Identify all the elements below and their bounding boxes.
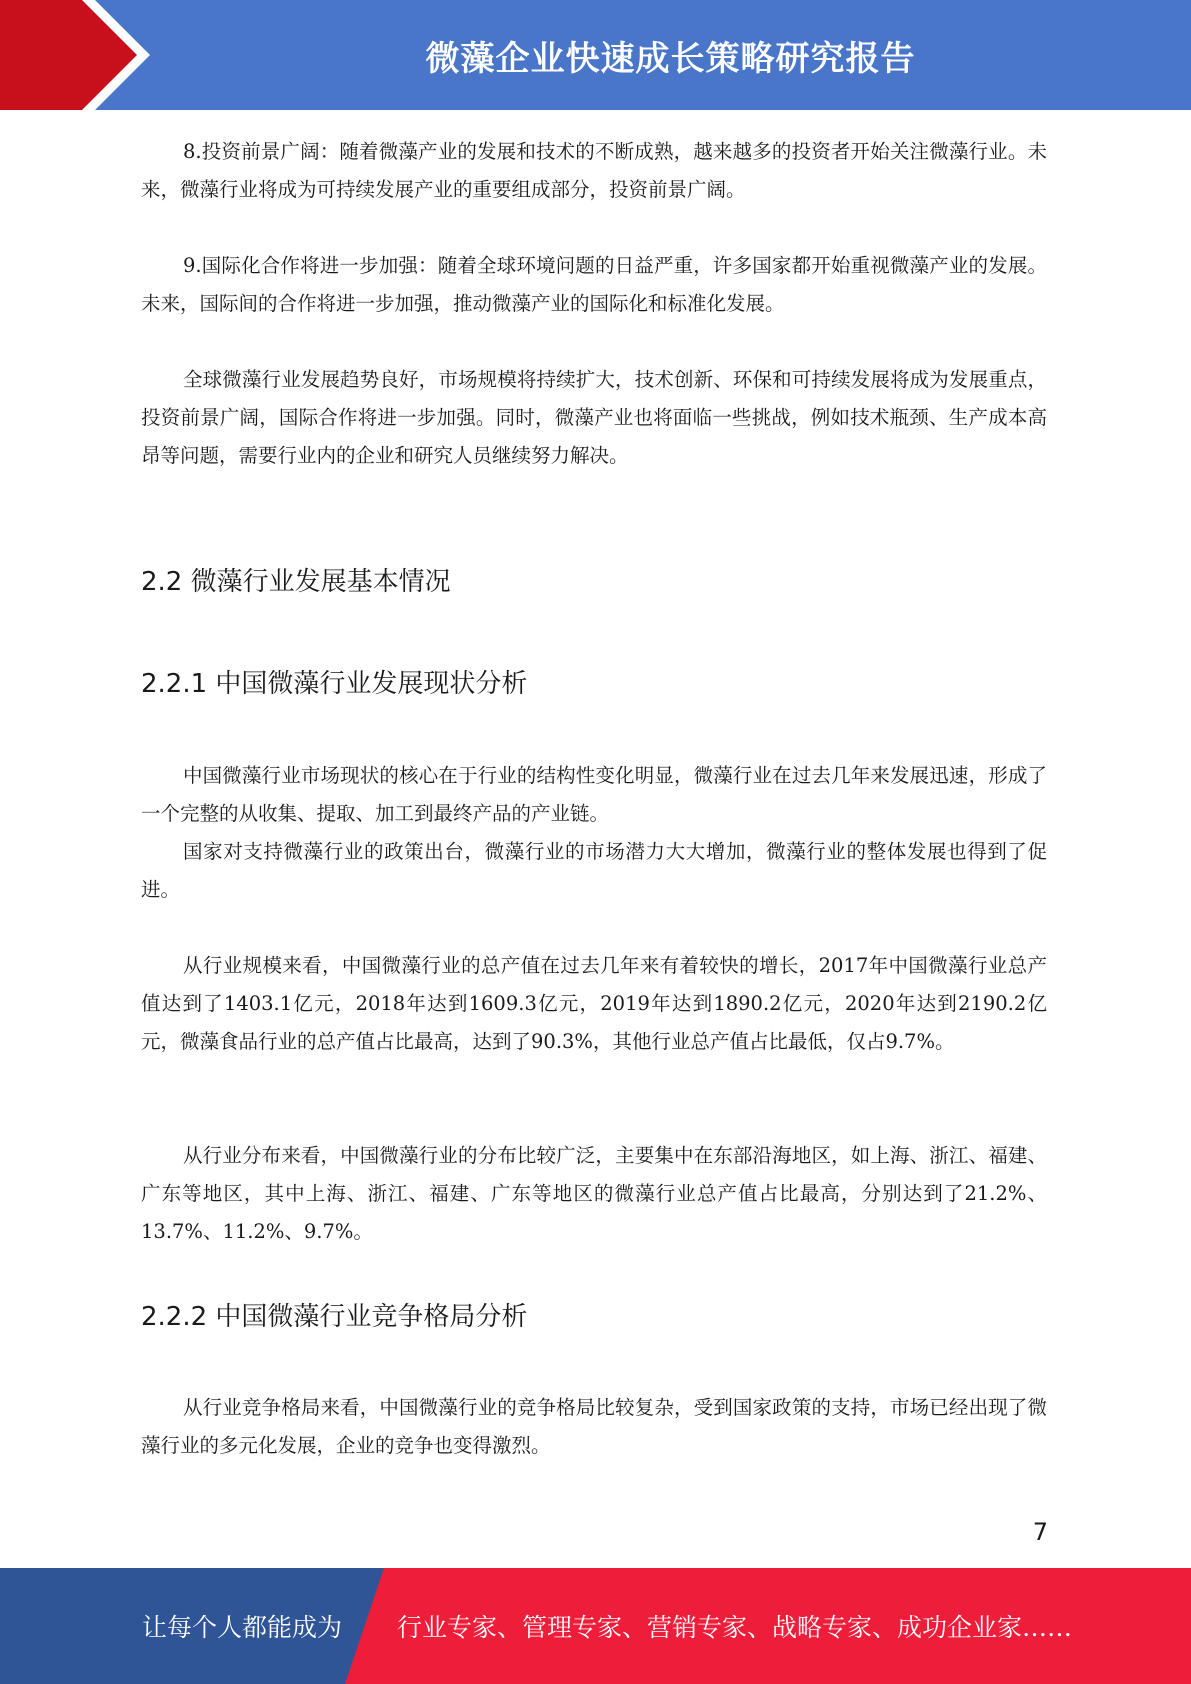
section-heading-2-2-1: 2.2.1 中国微藻行业发展现状分析 [141,669,528,699]
paragraph-market-status: 中国微藻行业市场现状的核心在于行业的结构性变化明显，微藻行业在过去几年来发展迅速，形成了一个完整的从收集、提取、加工到最终产品的产业链。 [141,764,1047,825]
section-heading-2-2-2: 2.2.2 中国微藻行业竞争格局分析 [141,1302,528,1332]
paragraph-global-summary: 全球微藻行业发展趋势良好，市场规模将持续扩大，技术创新、环保和可持续发展将成为发展重点，投资前景广阔，国际合作将进一步加强。同时，微藻产业也将面临一些挑战，例如技术瓶颈、生产成本高昂等问题，需要行业内的企业和研究人员继续努力解决。 [141,368,1047,467]
footer-slogan-right: 行业专家、管理专家、营销专家、战略专家、成功企业家…… [397,1613,1073,1642]
paragraph-industry-scale: 从行业规模来看，中国微藻行业的总产值在过去几年来有着较快的增长，2017年中国微藻行业总产值达到了1403.1亿元，2018年达到1609.3亿元，2019年达到1890.2亿元，2020年达到2190.2亿元，微藻食品行业的总产值占比最高，达到了90.3%，其他行业总产值占比最低，仅占9.7%。 [141,954,1047,1053]
paragraph-international-cooperation: 9.国际化合作将进一步加强：随着全球环境问题的日益严重，许多国家都开始重视微藻产业的发展。未来，国际间的合作将进一步加强，推动微藻产业的国际化和标准化发展。 [141,254,1047,315]
page-number: 7 [1032,1518,1048,1546]
paragraph-industry-distribution: 从行业分布来看，中国微藻行业的分布比较广泛，主要集中在东部沿海地区，如上海、浙江、福建、广东等地区，其中上海、浙江、福建、广东等地区的微藻行业总产值占比最高，分别达到了21.2%、13.7%、11.2%、9.7%。 [141,1144,1047,1243]
section-heading-2-2: 2.2 微藻行业发展基本情况 [141,567,451,597]
paragraph-competition: 从行业竞争格局来看，中国微藻行业的竞争格局比较复杂，受到国家政策的支持，市场已经出现了微藻行业的多元化发展，企业的竞争也变得激烈。 [141,1396,1047,1457]
paragraph-investment-outlook: 8.投资前景广阔：随着微藻产业的发展和技术的不断成熟，越来越多的投资者开始关注微藻行业。未来，微藻行业将成为可持续发展产业的重要组成部分，投资前景广阔。 [141,140,1047,201]
paragraph-policy-support: 国家对支持微藻行业的政策出台，微藻行业的市场潜力大大增加，微藻行业的整体发展也得到了促进。 [141,840,1047,901]
footer-slogan-left: 让每个人都能成为 [142,1613,343,1642]
page-footer [0,1568,1191,1684]
report-title: 微藻企业快速成长策略研究报告 [425,38,916,79]
page-header [0,0,1191,110]
